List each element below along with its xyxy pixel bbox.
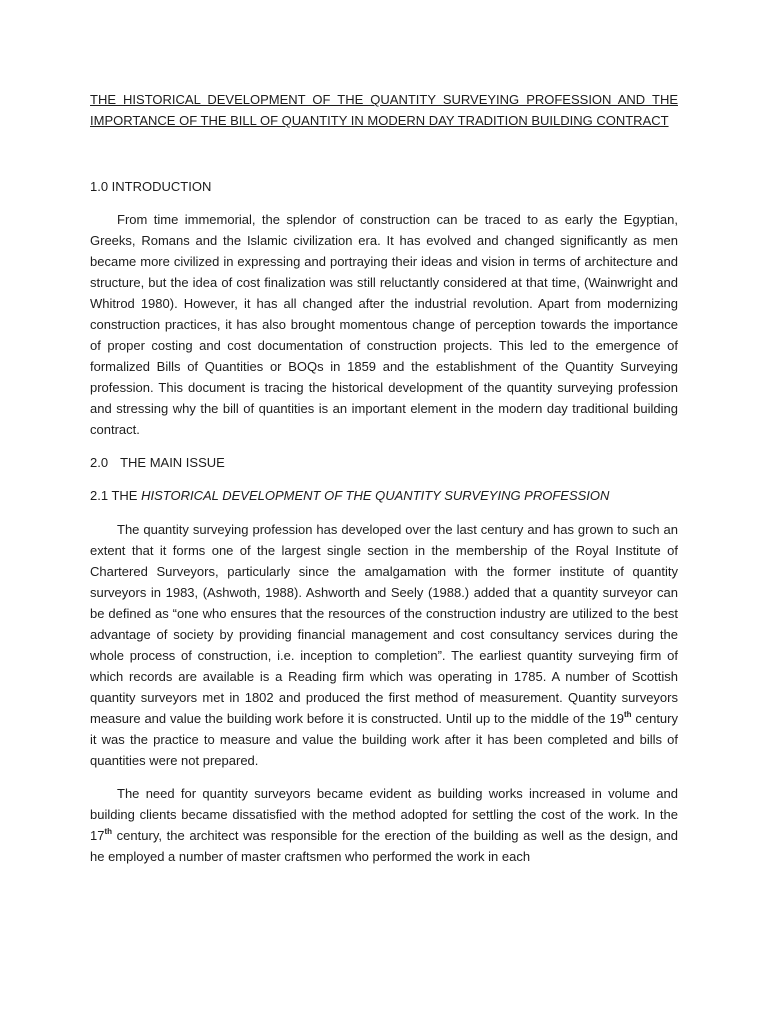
historical-development-prefix: 2.1 THE [90,488,138,503]
quantity-surveyor-need-paragraph: The need for quantity surveyors became evident as building works increased in volume and building clients became dissatisfied with the method adopted for settling the cost of the work. In the 17th century, the architect was responsible for the erection of the building as well as the design, and he employed a number of master craftsmen who performed the work in each [90,786,678,864]
superscript-th: th [623,710,632,719]
document-title: THE HISTORICAL DEVELOPMENT OF THE QUANTITY SURVEYING PROFESSION AND THE IMPORTANCE OF THE BILL OF QUANTITY IN MODERN DAY TRADITION BUILDING CONTRACT [90,92,678,128]
superscript-th: th [104,827,113,836]
main-issue-title: THE MAIN ISSUE [120,455,225,470]
historical-development-title: HISTORICAL DEVELOPMENT OF THE QUANTITY SURVEYING PROFESSION [141,488,610,503]
main-issue-heading [90,452,678,473]
main-issue-number: 2.0 [90,455,109,470]
introduction-paragraph: From time immemorial, the splendor of construction can be traced to as early the Egyptian, Greeks, Romans and the Islamic civilization era. It has evolved and changed significantly as men became more civilized in expressing and portraying their ideas and vision in terms of architecture and structure, but the idea of cost finalization was still reluctantly considered at that time, (Wainwright and Whitrod 1980). However, it has all changed after the industrial revolution. Apart from modernizing construction practices, it has also brought momentous change of perception towards the importance of proper costing and cost documentation of construction projects. This led to the emergence of formalized Bills of Quantities or BOQs in 1859 and the establishment of the Quantity Surveying profession. This document is tracing the historical development of the quantity surveying profession and stressing why the bill of quantities is an important element in the modern day traditional building contract. [90,212,678,437]
introduction-heading: 1.0 INTRODUCTION [90,179,212,194]
historical-development-heading [90,485,678,506]
historical-development-paragraph: The quantity surveying profession has developed over the last century and has grown to such an extent that it forms one of the largest single section in the membership of the Royal Institute of Chartered Surveyors, particularly since the amalgamation with the former institute of quantity surveyors in 1983, (Ashwoth, 1988). Ashworth and Seely (1988.) added that a quantity surveyor can be defined as “one who ensures that the resources of the construction industry are utilized to the best advantage of society by providing financial management and cost consultancy services during the whole process of construction, i.e. inception to completion”. The earliest quantity surveying firm of which records are available is a Reading firm which was operating in 1785. A number of Scottish quantity surveyors met in 1802 and produced the first method of measurement. Quantity surveyors measure and value the building work before it is constructed. Until up to the middle of the 19th century it was the practice to measure and value the building work after it has been completed and bills of quantities were not prepared. [90,522,678,768]
